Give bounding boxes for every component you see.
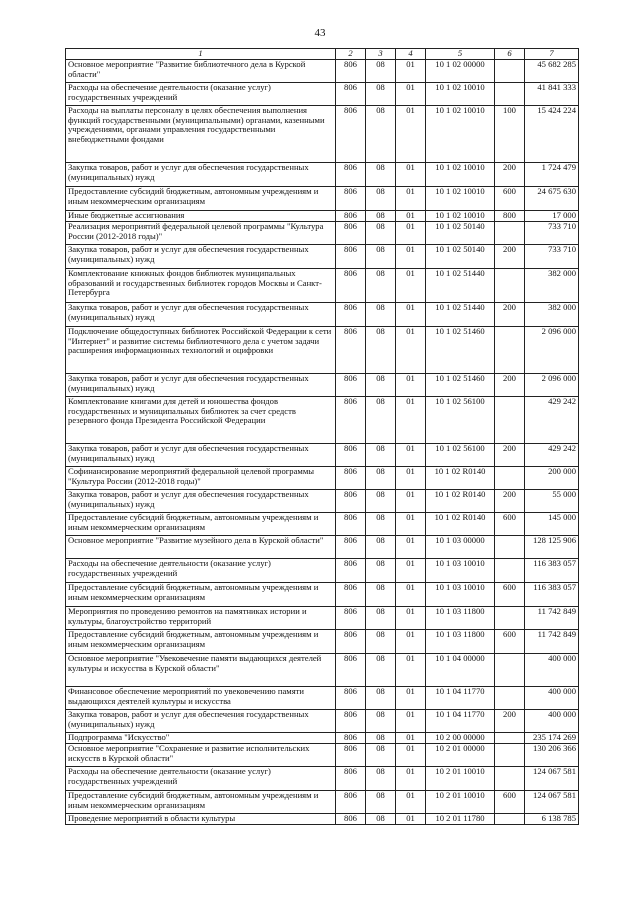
row-subsection: 01 [396, 83, 426, 106]
row-section: 08 [366, 733, 396, 744]
page-number: 43 [314, 27, 326, 39]
row-name: Закупка товаров, работ и услуг для обеспечения государственных (муниципальных) нужд [66, 490, 336, 513]
row-expense-type: 600 [495, 791, 525, 814]
row-section: 08 [366, 513, 396, 536]
row-subsection: 01 [396, 559, 426, 583]
row-target-article: 10 1 02 56100 [426, 397, 495, 444]
row-subsection: 01 [396, 733, 426, 744]
row-section: 08 [366, 222, 396, 245]
row-code: 806 [336, 163, 366, 187]
row-section: 08 [366, 767, 396, 791]
row-subsection: 01 [396, 744, 426, 767]
table-header-row [66, 49, 579, 60]
row-expense-type [495, 767, 525, 791]
row-expense-type: 200 [495, 374, 525, 397]
row-expense-type [495, 654, 525, 687]
row-expense-type [495, 744, 525, 767]
row-name: Комплектование книжных фондов библиотек муниципальных образований и государственных библиотек городов Москвы и Санкт-Петербурга [66, 269, 336, 303]
row-subsection: 01 [396, 513, 426, 536]
row-subsection: 01 [396, 583, 426, 607]
table-row [66, 791, 579, 814]
row-subsection: 01 [396, 467, 426, 490]
table-row [66, 211, 579, 222]
column-header: 2 [336, 49, 366, 60]
row-target-article: 10 2 01 10010 [426, 791, 495, 814]
row-expense-type: 200 [495, 444, 525, 467]
table-row [66, 327, 579, 374]
row-amount: 15 424 224 [525, 106, 579, 163]
row-amount: 24 675 630 [525, 187, 579, 211]
row-target-article: 10 1 02 10010 [426, 106, 495, 163]
table-row [66, 733, 579, 744]
table-row [66, 767, 579, 791]
row-amount: 429 242 [525, 397, 579, 444]
row-code: 806 [336, 303, 366, 327]
row-target-article: 10 2 01 10010 [426, 767, 495, 791]
row-name: Подпрограмма "Искусство" [66, 733, 336, 744]
row-code: 806 [336, 245, 366, 269]
table-row [66, 106, 579, 163]
row-amount: 145 000 [525, 513, 579, 536]
row-section: 08 [366, 536, 396, 559]
table-row [66, 303, 579, 327]
table-row [66, 374, 579, 397]
table-row [66, 513, 579, 536]
row-subsection: 01 [396, 269, 426, 303]
row-target-article: 10 1 03 00000 [426, 536, 495, 559]
row-section: 08 [366, 397, 396, 444]
row-name: Закупка товаров, работ и услуг для обеспечения государственных (муниципальных) нужд [66, 710, 336, 733]
row-expense-type: 800 [495, 211, 525, 222]
row-name: Основное мероприятие "Сохранение и развитие исполнительских искусств в Курской области" [66, 744, 336, 767]
row-section: 08 [366, 814, 396, 825]
row-code: 806 [336, 83, 366, 106]
row-subsection: 01 [396, 791, 426, 814]
table-row [66, 607, 579, 630]
row-subsection: 01 [396, 374, 426, 397]
row-expense-type [495, 687, 525, 710]
table-row [66, 744, 579, 767]
row-name: Закупка товаров, работ и услуг для обеспечения государственных (муниципальных) нужд [66, 374, 336, 397]
row-expense-type: 600 [495, 513, 525, 536]
table-row [66, 397, 579, 444]
row-name: Софинансирование мероприятий федеральной целевой программы "Культура России (2012-2018 годы)" [66, 467, 336, 490]
row-expense-type: 600 [495, 583, 525, 607]
row-expense-type: 200 [495, 163, 525, 187]
row-amount: 130 206 366 [525, 744, 579, 767]
row-expense-type [495, 60, 525, 83]
row-target-article: 10 1 02 51440 [426, 303, 495, 327]
row-section: 08 [366, 791, 396, 814]
row-subsection: 01 [396, 536, 426, 559]
row-subsection: 01 [396, 163, 426, 187]
row-target-article: 10 1 02 50140 [426, 222, 495, 245]
row-subsection: 01 [396, 607, 426, 630]
row-expense-type [495, 607, 525, 630]
column-header: 5 [426, 49, 495, 60]
table-row [66, 83, 579, 106]
row-amount: 382 000 [525, 303, 579, 327]
row-amount: 41 841 333 [525, 83, 579, 106]
row-amount: 400 000 [525, 687, 579, 710]
row-amount: 116 383 057 [525, 583, 579, 607]
row-section: 08 [366, 211, 396, 222]
row-amount: 400 000 [525, 654, 579, 687]
row-target-article: 10 1 04 11770 [426, 687, 495, 710]
row-amount: 235 174 269 [525, 733, 579, 744]
row-code: 806 [336, 583, 366, 607]
row-code: 806 [336, 222, 366, 245]
row-amount: 2 096 000 [525, 374, 579, 397]
row-amount: 1 724 479 [525, 163, 579, 187]
row-name: Закупка товаров, работ и услуг для обеспечения государственных (муниципальных) нужд [66, 163, 336, 187]
row-expense-type: 600 [495, 187, 525, 211]
row-name: Предоставление субсидий бюджетным, автономным учреждениям и иным некоммерческим организациям [66, 791, 336, 814]
row-expense-type: 200 [495, 490, 525, 513]
row-expense-type: 200 [495, 245, 525, 269]
row-code: 806 [336, 733, 366, 744]
table-row [66, 187, 579, 211]
row-name: Расходы на выплаты персоналу в целях обеспечения выполнения функций государственными (муниципальными) органами, казенными учреждениями, органами управления государственными внебюджетными фондами [66, 106, 336, 163]
row-code: 806 [336, 513, 366, 536]
row-target-article: 10 1 02 51440 [426, 269, 495, 303]
row-subsection: 01 [396, 444, 426, 467]
row-code: 806 [336, 327, 366, 374]
column-header: 1 [66, 49, 336, 60]
row-amount: 200 000 [525, 467, 579, 490]
row-section: 08 [366, 687, 396, 710]
row-name: Расходы на обеспечение деятельности (оказание услуг) государственных учреждений [66, 767, 336, 791]
row-target-article: 10 1 02 R0140 [426, 490, 495, 513]
row-section: 08 [366, 163, 396, 187]
row-amount: 116 383 057 [525, 559, 579, 583]
row-target-article: 10 1 02 10010 [426, 187, 495, 211]
table-row [66, 559, 579, 583]
row-section: 08 [366, 444, 396, 467]
row-amount: 128 125 906 [525, 536, 579, 559]
row-section: 08 [366, 60, 396, 83]
row-name: Расходы на обеспечение деятельности (оказание услуг) государственных учреждений [66, 559, 336, 583]
table-row [66, 536, 579, 559]
row-expense-type [495, 733, 525, 744]
row-name: Закупка товаров, работ и услуг для обеспечения государственных (муниципальных) нужд [66, 245, 336, 269]
row-expense-type: 200 [495, 303, 525, 327]
row-target-article: 10 1 02 10010 [426, 211, 495, 222]
row-expense-type [495, 269, 525, 303]
row-expense-type [495, 467, 525, 490]
row-name: Предоставление субсидий бюджетным, автономным учреждениям и иным некоммерческим организациям [66, 583, 336, 607]
table-body [66, 60, 579, 825]
row-code: 806 [336, 397, 366, 444]
row-code: 806 [336, 106, 366, 163]
row-target-article: 10 1 02 51460 [426, 327, 495, 374]
row-name: Иные бюджетные ассигнования [66, 211, 336, 222]
table-row [66, 630, 579, 654]
row-name: Закупка товаров, работ и услуг для обеспечения государственных (муниципальных) нужд [66, 303, 336, 327]
row-target-article: 10 1 03 11800 [426, 630, 495, 654]
row-section: 08 [366, 187, 396, 211]
row-name: Расходы на обеспечение деятельности (оказание услуг) государственных учреждений [66, 83, 336, 106]
row-amount: 45 682 285 [525, 60, 579, 83]
column-header: 4 [396, 49, 426, 60]
row-amount: 733 710 [525, 245, 579, 269]
row-section: 08 [366, 327, 396, 374]
row-subsection: 01 [396, 654, 426, 687]
budget-table [65, 48, 579, 825]
row-expense-type: 600 [495, 630, 525, 654]
column-header: 7 [525, 49, 579, 60]
row-amount: 382 000 [525, 269, 579, 303]
row-expense-type: 200 [495, 710, 525, 733]
row-amount: 733 710 [525, 222, 579, 245]
row-code: 806 [336, 536, 366, 559]
row-code: 806 [336, 791, 366, 814]
row-subsection: 01 [396, 187, 426, 211]
row-subsection: 01 [396, 397, 426, 444]
row-target-article: 10 1 02 R0140 [426, 513, 495, 536]
table-row [66, 583, 579, 607]
row-target-article: 10 1 02 10010 [426, 163, 495, 187]
row-subsection: 01 [396, 245, 426, 269]
row-amount: 124 067 581 [525, 791, 579, 814]
row-name: Реализация мероприятий федеральной целевой программы "Культура России (2012-2018 годы)" [66, 222, 336, 245]
row-amount: 17 000 [525, 211, 579, 222]
row-code: 806 [336, 187, 366, 211]
row-target-article: 10 1 04 11770 [426, 710, 495, 733]
row-target-article: 10 2 01 00000 [426, 744, 495, 767]
row-expense-type [495, 397, 525, 444]
row-target-article: 10 1 02 10010 [426, 83, 495, 106]
row-target-article: 10 1 04 00000 [426, 654, 495, 687]
row-target-article: 10 1 02 56100 [426, 444, 495, 467]
row-subsection: 01 [396, 327, 426, 374]
row-section: 08 [366, 106, 396, 163]
table-row [66, 60, 579, 83]
row-section: 08 [366, 467, 396, 490]
row-subsection: 01 [396, 767, 426, 791]
row-code: 806 [336, 710, 366, 733]
row-code: 806 [336, 654, 366, 687]
row-target-article: 10 1 02 50140 [426, 245, 495, 269]
table-row [66, 444, 579, 467]
row-target-article: 10 1 03 10010 [426, 559, 495, 583]
row-code: 806 [336, 767, 366, 791]
row-code: 806 [336, 630, 366, 654]
row-code: 806 [336, 490, 366, 513]
row-amount: 124 067 581 [525, 767, 579, 791]
row-name: Комплектование книгами для детей и юношества фондов государственных и муниципальных библиотек за счет средств резервного фонда Президента Российской Федерации [66, 397, 336, 444]
row-target-article: 10 2 01 11780 [426, 814, 495, 825]
row-code: 806 [336, 687, 366, 710]
row-target-article: 10 1 02 R0140 [426, 467, 495, 490]
row-amount: 2 096 000 [525, 327, 579, 374]
table-row [66, 490, 579, 513]
row-expense-type [495, 222, 525, 245]
row-section: 08 [366, 607, 396, 630]
row-section: 08 [366, 269, 396, 303]
row-section: 08 [366, 710, 396, 733]
row-code: 806 [336, 269, 366, 303]
row-name: Финансовое обеспечение мероприятий по увековечению памяти выдающихся деятелей культуры и искусства [66, 687, 336, 710]
row-section: 08 [366, 654, 396, 687]
row-code: 806 [336, 211, 366, 222]
row-code: 806 [336, 60, 366, 83]
row-name: Основное мероприятие "Развитие музейного дела в Курской области" [66, 536, 336, 559]
row-name: Предоставление субсидий бюджетным, автономным учреждениям и иным некоммерческим организациям [66, 630, 336, 654]
row-section: 08 [366, 303, 396, 327]
row-subsection: 01 [396, 60, 426, 83]
table-row [66, 269, 579, 303]
row-amount: 11 742 849 [525, 607, 579, 630]
row-code: 806 [336, 814, 366, 825]
row-section: 08 [366, 374, 396, 397]
row-code: 806 [336, 559, 366, 583]
row-section: 08 [366, 83, 396, 106]
row-subsection: 01 [396, 106, 426, 163]
row-expense-type: 100 [495, 106, 525, 163]
row-amount: 11 742 849 [525, 630, 579, 654]
row-section: 08 [366, 559, 396, 583]
row-name: Проведение мероприятий в области культуры [66, 814, 336, 825]
row-amount: 55 000 [525, 490, 579, 513]
table-row [66, 245, 579, 269]
row-name: Основное мероприятие "Увековечение памяти выдающихся деятелей культуры и искусства в Курской области" [66, 654, 336, 687]
row-section: 08 [366, 490, 396, 513]
row-code: 806 [336, 444, 366, 467]
row-subsection: 01 [396, 303, 426, 327]
row-expense-type [495, 327, 525, 374]
row-code: 806 [336, 607, 366, 630]
row-target-article: 10 2 00 00000 [426, 733, 495, 744]
row-name: Закупка товаров, работ и услуг для обеспечения государственных (муниципальных) нужд [66, 444, 336, 467]
table-row [66, 163, 579, 187]
row-code: 806 [336, 467, 366, 490]
row-amount: 429 242 [525, 444, 579, 467]
row-expense-type [495, 83, 525, 106]
row-name: Основное мероприятие "Развитие библиотечного дела в Курской области" [66, 60, 336, 83]
row-subsection: 01 [396, 490, 426, 513]
table-row [66, 814, 579, 825]
row-subsection: 01 [396, 630, 426, 654]
row-code: 806 [336, 374, 366, 397]
row-expense-type [495, 814, 525, 825]
row-target-article: 10 1 03 10010 [426, 583, 495, 607]
row-section: 08 [366, 744, 396, 767]
row-subsection: 01 [396, 814, 426, 825]
row-amount: 6 138 785 [525, 814, 579, 825]
row-section: 08 [366, 245, 396, 269]
row-target-article: 10 1 02 51460 [426, 374, 495, 397]
row-code: 806 [336, 744, 366, 767]
table-row [66, 687, 579, 710]
row-subsection: 01 [396, 710, 426, 733]
row-expense-type [495, 559, 525, 583]
table-row [66, 467, 579, 490]
column-header: 3 [366, 49, 396, 60]
row-name: Предоставление субсидий бюджетным, автономным учреждениям и иным некоммерческим организациям [66, 187, 336, 211]
row-section: 08 [366, 583, 396, 607]
row-subsection: 01 [396, 211, 426, 222]
row-target-article: 10 1 02 00000 [426, 60, 495, 83]
table-row [66, 710, 579, 733]
table-row [66, 654, 579, 687]
row-name: Подключение общедоступных библиотек Российской Федерации к сети "Интернет" и развитие системы библиотечного дела с учетом задачи расширения информационных технологий и оцифровки [66, 327, 336, 374]
row-subsection: 01 [396, 687, 426, 710]
row-section: 08 [366, 630, 396, 654]
row-amount: 400 000 [525, 710, 579, 733]
row-name: Предоставление субсидий бюджетным, автономным учреждениям и иным некоммерческим организациям [66, 513, 336, 536]
column-header: 6 [495, 49, 525, 60]
row-expense-type [495, 536, 525, 559]
row-subsection: 01 [396, 222, 426, 245]
table-row [66, 222, 579, 245]
row-name: Мероприятия по проведению ремонтов на памятниках истории и культуры, благоустройство территорий [66, 607, 336, 630]
row-target-article: 10 1 03 11800 [426, 607, 495, 630]
